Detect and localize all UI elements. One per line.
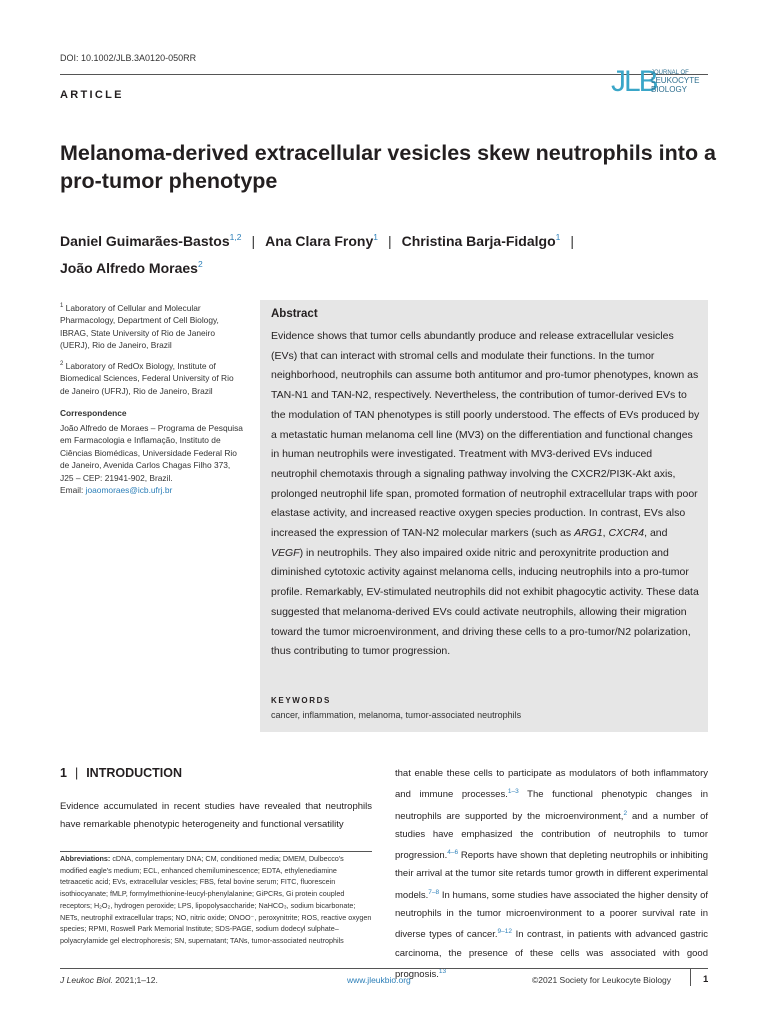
logo-line-1: JOURNAL OF (651, 70, 689, 76)
abbreviations-label: Abbreviations: (60, 854, 111, 863)
intro-text-segment: The functional phenotypic changes in neutrophils are supported by the microenvironment, (395, 789, 708, 822)
intro-right-text (395, 765, 708, 984)
abstract-text-part: , and (644, 527, 668, 540)
author-affiliation-ref[interactable]: 2 (197, 259, 203, 269)
correspondence-email-link[interactable]: joaomoraes@icb.ufrj.br (85, 485, 173, 496)
gene-name: VEGF (271, 546, 300, 559)
author-name[interactable]: Ana Clara Frony (265, 233, 374, 249)
reference-link[interactable]: 2 (623, 809, 628, 817)
section-number: 1 (60, 766, 67, 780)
affiliation-text: Laboratory of Cellular and Molecular Pharmacology, Department of Cell Biology, IBRAG, State University of Rio de Janeiro (UERJ), Rio de Janeiro, Brazil (60, 302, 219, 351)
logo-line-3: BIOLOGY (651, 85, 688, 94)
author-name[interactable]: João Alfredo Moraes (60, 260, 198, 276)
article-type-label: ARTICLE (60, 89, 124, 101)
abstract-text-part: Evidence shows that tumor cells abundantly produce and release extracellular vesicles (EVs) that can interact with stromal cells and modulate their functions. In the tumor neighborhood, neutrophils can assume both antitumor and pro-tumor phenotypes, known as TAN-N1 and TAN-N2, respectively. Nevertheless, the contribution of tumor-derived EVs to the modulation of TAN phenotypes is still poorly understood. The effects of EVs produced by a metastatic human melanoma cell line (MV3) on the differentiation and functional changes in human neutrophils were investigated. Treatment with MV3-derived EVs induced neutrophil chemotaxis through a signaling pathway involving the CXCR2/PI3K-Akt axis, prolonged neutrophil life span, promoted formation of neutrophil extracellular traps with poor elastase activity, and increased reactive oxygen species production. In contrast, EVs also increased the expression of TAN-N2 molecular markers (such as (271, 330, 700, 540)
intro-text-segment: Reports have shown that depleting neutrophils or inhibiting their arrival at the tumor site retards tumor growth in different experimental models. (395, 850, 708, 901)
journal-logo-mark: JLB (611, 65, 657, 98)
journal-logo-text (651, 70, 699, 94)
intro-text-segment: In humans, some studies have associated the higher density of neutrophils in the tumor microenvironment to a poorer survival rate in diverse types of cancer. (395, 889, 708, 941)
footer-copyright: ©2021 Society for Leukocyte Biology (532, 975, 672, 985)
reference-link[interactable]: 4–6 (447, 849, 459, 857)
abstract-heading: Abstract (271, 308, 318, 320)
footer-page-divider (690, 968, 691, 986)
affiliations-column (60, 300, 245, 503)
abstract-text-part: ) in neutrophils. They also impaired oxide nitric and peroxynitrite production and diminished cytotoxic activity against melanoma cells, inducing neutrophils into a pro-tumor profile. Remarkably, EV-stimulated neutrophils did not exhibit phagocytic activity. These data suggested that melanoma-derived EVs could activate neutrophils, allowing their migration toward the tumor microenvironment, and driving these cells to a pro-tumor/N2 polarization, thus contributing to tumor progression. (271, 546, 699, 658)
reference-link[interactable]: 1–3 (507, 788, 519, 796)
section-title: INTRODUCTION (86, 766, 183, 780)
logo-line-2: LEUKOCYTE (651, 76, 700, 85)
section-heading-introduction (60, 766, 182, 780)
affiliation-number: 2 (60, 360, 64, 367)
affiliation-number: 1 (60, 303, 64, 309)
email-label: Email: (60, 485, 86, 496)
abbreviations-text: cDNA, complementary DNA; CM, conditioned media; DMEM, Dulbecco's modified eagle's medium; ECL, enhanced chemiluminescence; EDTA, ethylenediamine tetraacetic acid; EVs, extracellular vesicles; FBS, fetal bovine serum; FITC, fluorescein isothiocyanate; fMLP, formylmethionine-leucyl-phenylalanine; GiPCRs, Gi protein coupled receptors; H₂O₂, hydrogen peroxide; LPS, lipopolysaccharide; NaHCO₃, sodium bicarbonate; NETs, neutrophil extracellular traps; NO, nitric oxide; ONOO⁻, peroxynitrite; ROS, reactive oxygen species; RPMI, Roswell Park Memorial Institute; SDS-PAGE, sodium dodecyl sulphate–polyacrylamide gel electrophoresis; SN, supernatant; TANs, tumor-associated neutrophils (60, 854, 372, 945)
keywords-heading: KEYWORDS (271, 696, 331, 705)
page-number: 1 (703, 974, 709, 985)
footer-divider (60, 968, 708, 969)
author-separator: | (570, 233, 575, 249)
correspondence-block (60, 422, 245, 497)
intro-left-text: Evidence accumulated in recent studies have revealed that neutrophils have remarkable phenotypic heterogeneity and functional versatility (60, 801, 372, 830)
reference-link[interactable]: 9–12 (497, 928, 513, 936)
author-name[interactable]: Daniel Guimarães-Bastos (60, 233, 230, 249)
gene-name: CXCR4 (608, 527, 645, 540)
author-separator: | (387, 233, 392, 249)
keywords-text: cancer, inflammation, melanoma, tumor-associated neutrophils (271, 710, 522, 720)
author-affiliation-ref[interactable]: 1 (555, 232, 561, 242)
doi: DOI: 10.1002/JLB.3A0120-050RR (60, 53, 197, 63)
abstract-text (271, 327, 701, 662)
author-affiliation-ref[interactable]: 1 (373, 232, 378, 242)
reference-link[interactable]: 7–8 (428, 888, 440, 896)
intro-text-segment: that enable these cells to participate as modulators of both inflammatory and immune processes. (395, 768, 708, 801)
journal-abbrev: J Leukoc Biol. (60, 975, 113, 985)
affiliation-text: Laboratory of RedOx Biology, Institute of Biomedical Sciences, Federal University of Rio de Janeiro (UFRJ), Rio de Janeiro, Brazil (60, 360, 234, 396)
author-affiliation-ref[interactable]: 1,2 (229, 232, 242, 242)
abstract-box (260, 300, 708, 732)
affiliation-1 (60, 300, 245, 352)
journal-logo (611, 65, 711, 100)
gene-name: ARG1 (574, 527, 603, 540)
correspondence-heading: Correspondence (60, 408, 127, 419)
author-separator: | (251, 233, 256, 249)
footnote-divider (60, 851, 372, 852)
author-name[interactable]: Christina Barja-Fidalgo (401, 233, 556, 249)
abbreviations-footnote (60, 853, 372, 947)
section-separator: | (74, 766, 79, 780)
affiliation-2 (60, 358, 245, 397)
paper-title: Melanoma-derived extracellular vesicles skew neutrophils into a pro-tumor phenotype (60, 141, 717, 193)
author-list (60, 226, 720, 280)
correspondence-text: João Alfredo de Moraes – Programa de Pesquisa em Farmacologia e Inflamação, Instituto de Ciências Biomédicas, Universidade Federal Rio de Janeiro, Avenida Carlos Chagas Filho 373, J25 – CEP: 21941-902, Brazil. (60, 422, 243, 483)
intro-text-segment: and a number of studies have emphasized the contribution of neutrophils to tumor progression. (395, 810, 708, 862)
intro-text-segment: In contrast, in patients with advanced gastric carcinoma, the presence of these cells was associated with good prognosis. (395, 929, 708, 980)
citation-text: 2021;1–12. (112, 975, 158, 985)
footer-journal-link[interactable]: www.jleukbio.org (347, 975, 411, 985)
footer-citation (60, 975, 158, 985)
reference-link[interactable]: 13 (438, 967, 447, 975)
abstract-text-part: , (602, 527, 609, 540)
